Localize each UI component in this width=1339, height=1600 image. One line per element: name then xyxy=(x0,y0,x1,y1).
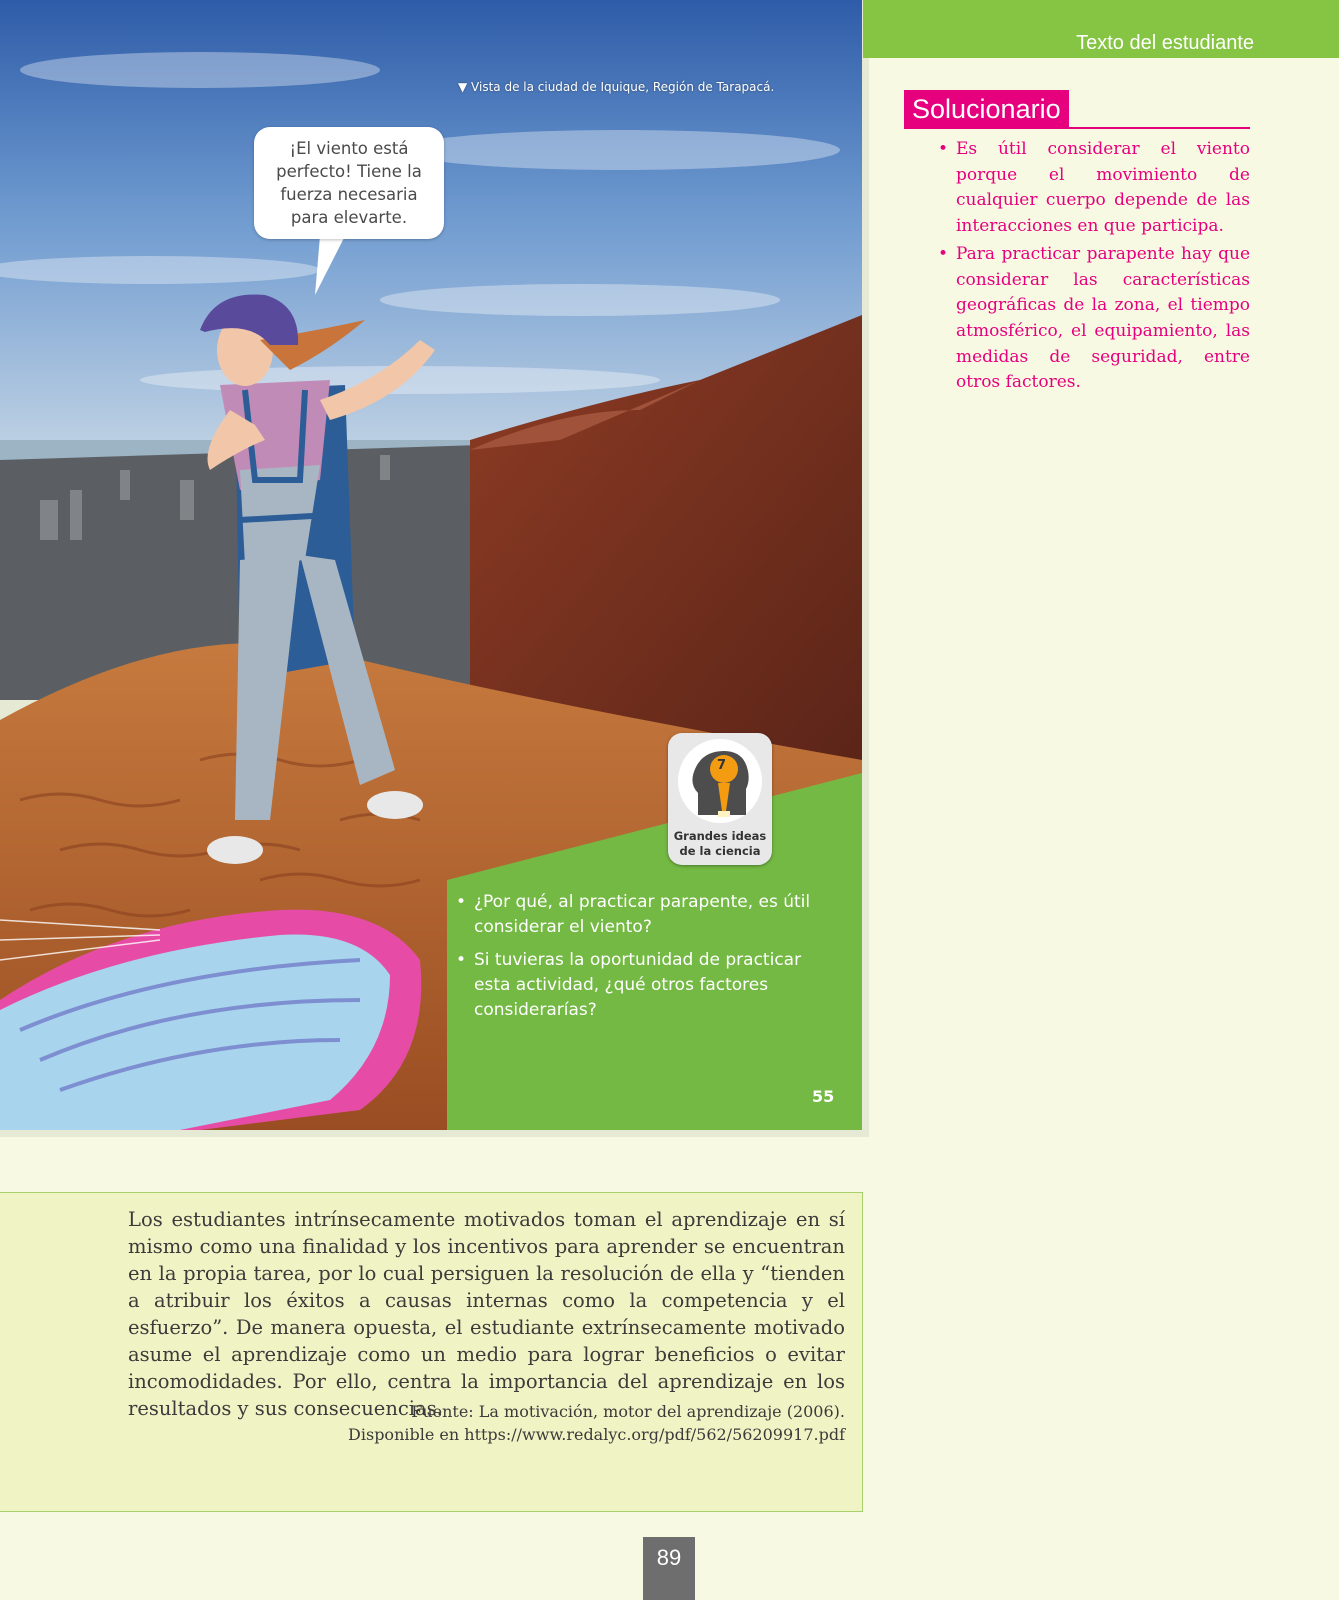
page-number-box xyxy=(643,1537,695,1600)
solucionario-item: • Es útil considerar el viento porque el movimiento de cualquier cuerpo depende de las interacciones en que participa. xyxy=(938,137,1250,240)
page-number: 89 xyxy=(656,1545,682,1570)
solucionario-list xyxy=(938,137,1250,398)
head-lightbulb-icon xyxy=(668,733,772,829)
quote-source-link: Disponible en https://www.redalyc.org/pdf/562/56209917.pdf xyxy=(348,1425,845,1444)
header-label: Texto del estudiante xyxy=(1076,32,1254,54)
badge-label-line2: de la ciencia xyxy=(679,844,761,858)
photo-caption: ▼ Vista de la ciudad de Iquique, Región de Tarapacá. xyxy=(458,80,775,94)
speech-bubble: ¡El viento está perfecto! Tiene la fuerza necesaria para elevarte. xyxy=(254,127,444,239)
header-band xyxy=(863,0,1339,58)
question-item: • Si tuvieras la oportunidad de practicar esta actividad, ¿qué otros factores considerarías? xyxy=(456,948,836,1023)
big-ideas-badge xyxy=(668,733,772,865)
badge-number: 7 xyxy=(717,758,727,773)
quote-text: Los estudiantes intrínsecamente motivados toman el aprendizaje en sí mismo como una finalidad y los incentivos para aprender se encuentran en la propia tarea, por lo cual persiguen la resolución de ella y “tienden a atribuir los éxitos a causas internas como la competencia y el esfuerzo”. De manera opuesta, el estudiante extrínsecamente motivado asume el aprendizaje como un medio para lograr beneficios o evitar incomodidades. Por ello, centra la importancia del aprendizaje en los resultados y sus consecuencias. xyxy=(128,1208,845,1420)
solucionario-item: • Para practicar parapente hay que considerar las características geográficas de la zona, el tiempo atmosférico, el equipamiento, las medidas de seguridad, entre otros factores. xyxy=(938,242,1250,396)
student-page-image xyxy=(0,0,869,1137)
solucionario-underline xyxy=(904,127,1250,129)
solucionario-title: Solucionario xyxy=(904,90,1069,128)
quote-source: Fuente: La motivación, motor del aprendizaje (2006). xyxy=(411,1402,845,1421)
badge-label xyxy=(668,829,772,859)
question-list xyxy=(456,890,836,1031)
question-item: • ¿Por qué, al practicar parapente, es útil considerar el viento? xyxy=(456,890,836,940)
badge-label-line1: Grandes ideas xyxy=(673,829,767,843)
student-page-number: 55 xyxy=(812,1087,835,1106)
